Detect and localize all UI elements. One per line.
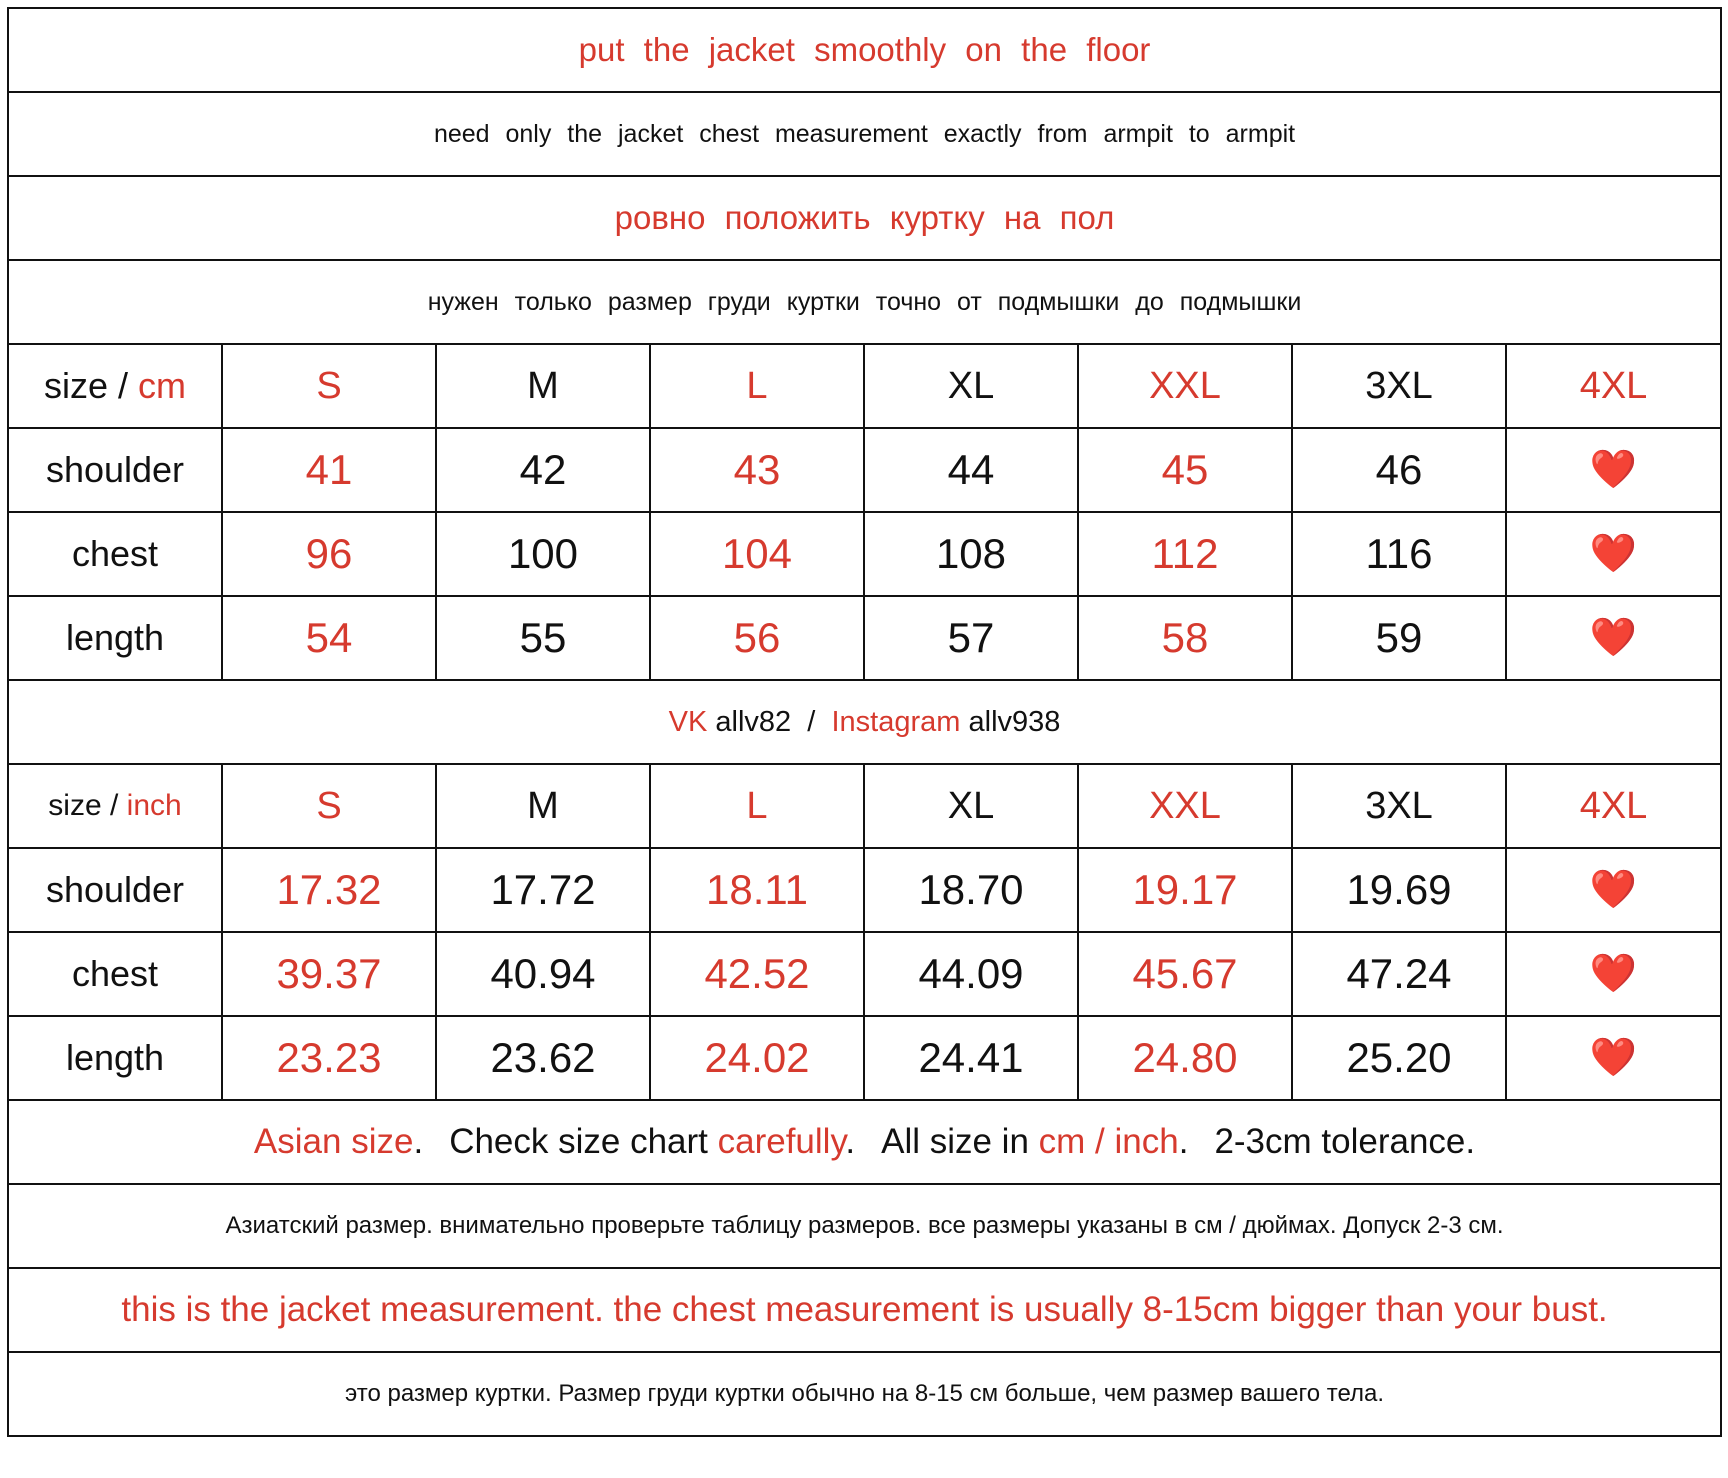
banner-row-2	[8, 92, 1721, 176]
social-line	[8, 680, 1721, 764]
value-cell: 47.24	[1292, 932, 1506, 1016]
size-3xl: 3XL	[1292, 344, 1506, 428]
value-cell: 40.94	[436, 932, 650, 1016]
value-cell: 24.80	[1078, 1016, 1292, 1100]
size-xxl: XXL	[1078, 764, 1292, 848]
carefully-text: carefully	[717, 1122, 846, 1161]
note-dot: .	[1178, 1122, 1189, 1161]
size-label: size /	[48, 789, 127, 822]
inch-row-length	[8, 1016, 1721, 1100]
value-cell: 44.09	[864, 932, 1078, 1016]
social-row	[8, 680, 1721, 764]
row-label: length	[8, 596, 222, 680]
banner-line-1: put the jacket smoothly on the floor	[8, 8, 1721, 92]
cm-header-row	[8, 344, 1721, 428]
cm-header-label	[8, 344, 222, 428]
all-size-text: All size in	[881, 1122, 1039, 1161]
inch-row-shoulder	[8, 848, 1721, 932]
value-cell: 58	[1078, 596, 1292, 680]
jacket-note-en: this is the jacket measurement. the chest measurement is usually 8-15cm bigger than your bust.	[8, 1268, 1721, 1352]
row-label: length	[8, 1016, 222, 1100]
table-bottom-edge	[7, 1472, 1720, 1478]
value-cell: 55	[436, 596, 650, 680]
banner-line-4: нужен только размер груди куртки точно от подмышки до подмышки	[8, 260, 1721, 344]
inch-header-label	[8, 764, 222, 848]
value-cell: 46	[1292, 428, 1506, 512]
value-cell: 57	[864, 596, 1078, 680]
size-4xl: 4XL	[1506, 764, 1721, 848]
units-text: cm / inch	[1038, 1122, 1179, 1161]
heart-icon: ❤️	[1506, 932, 1721, 1016]
value-cell: 23.23	[222, 1016, 436, 1100]
size-3xl: 3XL	[1292, 764, 1506, 848]
row-label: shoulder	[8, 848, 222, 932]
size-l: L	[650, 764, 864, 848]
value-cell: 24.02	[650, 1016, 864, 1100]
value-cell: 18.11	[650, 848, 864, 932]
value-cell: 19.69	[1292, 848, 1506, 932]
heart-icon: ❤️	[1506, 1016, 1721, 1100]
value-cell: 24.41	[864, 1016, 1078, 1100]
value-cell: 44	[864, 428, 1078, 512]
unit-inch: inch	[126, 789, 182, 822]
cm-row-length	[8, 596, 1721, 680]
social-separator: /	[807, 705, 816, 738]
vk-handle: allv82	[715, 705, 792, 738]
value-cell: 19.17	[1078, 848, 1292, 932]
banner-row-4	[8, 260, 1721, 344]
size-xl: XL	[864, 764, 1078, 848]
value-cell: 23.62	[436, 1016, 650, 1100]
banner-line-2: need only the jacket chest measurement exactly from armpit to armpit	[8, 92, 1721, 176]
size-xxl: XXL	[1078, 344, 1292, 428]
jacket-note-ru: это размер куртки. Размер груди куртки обычно на 8-15 см больше, чем размер вашего тела.	[8, 1352, 1721, 1436]
heart-icon: ❤️	[1506, 428, 1721, 512]
note-dot: .	[413, 1122, 424, 1161]
value-cell: 18.70	[864, 848, 1078, 932]
value-cell: 43	[650, 428, 864, 512]
value-cell: 45	[1078, 428, 1292, 512]
row-label: shoulder	[8, 428, 222, 512]
size-s: S	[222, 344, 436, 428]
tolerance-text: 2-3cm tolerance.	[1214, 1122, 1476, 1161]
value-cell: 41	[222, 428, 436, 512]
value-cell: 104	[650, 512, 864, 596]
note-row-en	[8, 1100, 1721, 1184]
asian-size-text: Asian size	[253, 1122, 414, 1161]
size-chart-table	[7, 7, 1722, 1437]
value-cell: 108	[864, 512, 1078, 596]
value-cell: 17.72	[436, 848, 650, 932]
value-cell: 96	[222, 512, 436, 596]
value-cell: 112	[1078, 512, 1292, 596]
value-cell: 54	[222, 596, 436, 680]
banner-line-3: ровно положить куртку на пол	[8, 176, 1721, 260]
banner-row-1	[8, 8, 1721, 92]
instagram-label: Instagram	[831, 705, 961, 738]
heart-icon: ❤️	[1506, 596, 1721, 680]
size-4xl: 4XL	[1506, 344, 1721, 428]
vk-label: VK	[668, 705, 708, 738]
value-cell: 39.37	[222, 932, 436, 1016]
value-cell: 25.20	[1292, 1016, 1506, 1100]
value-cell: 59	[1292, 596, 1506, 680]
row-label: chest	[8, 932, 222, 1016]
size-m: M	[436, 344, 650, 428]
value-cell: 42.52	[650, 932, 864, 1016]
size-label: size /	[43, 365, 139, 406]
size-m: M	[436, 764, 650, 848]
value-cell: 45.67	[1078, 932, 1292, 1016]
value-cell: 116	[1292, 512, 1506, 596]
size-l: L	[650, 344, 864, 428]
note-line-en	[8, 1100, 1721, 1184]
note-row-ru	[8, 1184, 1721, 1268]
check-chart-text: Check size chart	[449, 1122, 718, 1161]
heart-icon: ❤️	[1506, 512, 1721, 596]
row-label: chest	[8, 512, 222, 596]
cm-row-shoulder	[8, 428, 1721, 512]
size-chart-sheet	[7, 7, 1720, 1437]
jacket-row-ru	[8, 1352, 1721, 1436]
value-cell: 42	[436, 428, 650, 512]
jacket-row-en	[8, 1268, 1721, 1352]
size-xl: XL	[864, 344, 1078, 428]
value-cell: 100	[436, 512, 650, 596]
size-s: S	[222, 764, 436, 848]
value-cell: 56	[650, 596, 864, 680]
inch-row-chest	[8, 932, 1721, 1016]
heart-icon: ❤️	[1506, 848, 1721, 932]
unit-cm: cm	[138, 365, 187, 406]
note-dot: .	[845, 1122, 856, 1161]
inch-header-row	[8, 764, 1721, 848]
value-cell: 17.32	[222, 848, 436, 932]
note-line-ru: Азиатский размер. внимательно проверьте таблицу размеров. все размеры указаны в см / дюймах. Допуск 2-3 см.	[8, 1184, 1721, 1268]
instagram-handle: allv938	[968, 705, 1061, 738]
banner-row-3	[8, 176, 1721, 260]
cm-row-chest	[8, 512, 1721, 596]
